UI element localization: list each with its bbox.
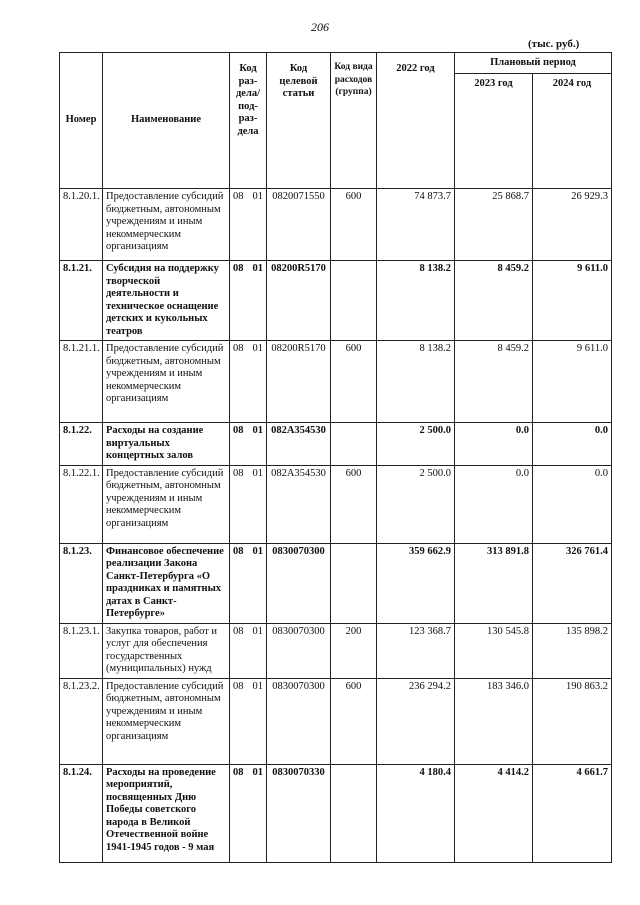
row-name: Расходы на создание виртуальных концертных залов bbox=[103, 423, 230, 466]
row-target-code: 0830070330 bbox=[267, 764, 331, 862]
row-number: 8.1.23.1. bbox=[60, 623, 103, 678]
row-value-2023: 313 891.8 bbox=[455, 543, 533, 623]
row-kind-code: 600 bbox=[331, 189, 377, 261]
row-kind-code bbox=[331, 261, 377, 341]
row-target-code: 0820071550 bbox=[267, 189, 331, 261]
row-section: 08 bbox=[233, 425, 244, 436]
row-value-2023: 8 459.2 bbox=[455, 341, 533, 423]
row-value-2022: 236 294.2 bbox=[377, 678, 455, 764]
row-value-2024: 326 761.4 bbox=[533, 543, 612, 623]
row-number: 8.1.20.1. bbox=[60, 189, 103, 261]
header-plan: Плановый период bbox=[455, 53, 612, 74]
row-value-2024: 9 611.0 bbox=[533, 261, 612, 341]
row-target-code: 082A354530 bbox=[267, 465, 331, 543]
row-value-2023: 183 346.0 bbox=[455, 678, 533, 764]
row-number: 8.1.23.2. bbox=[60, 678, 103, 764]
row-number: 8.1.21. bbox=[60, 261, 103, 341]
row-section: 08 bbox=[233, 467, 244, 479]
row-subsection: 01 bbox=[252, 191, 263, 202]
row-number: 8.1.22. bbox=[60, 423, 103, 466]
units-label: (тыс. руб.) bbox=[528, 38, 580, 50]
row-name: Предоставление субсидий бюджетным, автономным учреждениям и иным некоммерческим организациям bbox=[103, 465, 230, 543]
row-section: 08 bbox=[233, 680, 244, 692]
header-2022: 2022 год bbox=[377, 53, 455, 189]
table-row bbox=[60, 261, 612, 341]
row-value-2022: 8 138.2 bbox=[377, 341, 455, 423]
row-value-2024: 4 661.7 bbox=[533, 764, 612, 862]
row-value-2024: 9 611.0 bbox=[533, 341, 612, 423]
row-section: 08 bbox=[233, 625, 244, 637]
row-number: 8.1.23. bbox=[60, 543, 103, 623]
row-section-code bbox=[230, 764, 267, 862]
budget-table bbox=[59, 52, 612, 863]
row-section-code bbox=[230, 678, 267, 764]
row-section-code bbox=[230, 543, 267, 623]
row-section-code bbox=[230, 623, 267, 678]
row-value-2023: 0.0 bbox=[455, 423, 533, 466]
row-section-code bbox=[230, 261, 267, 341]
row-value-2022: 74 873.7 bbox=[377, 189, 455, 261]
row-kind-code bbox=[331, 543, 377, 623]
row-target-code: 08200R5170 bbox=[267, 341, 331, 423]
row-kind-code bbox=[331, 764, 377, 862]
table-row bbox=[60, 423, 612, 466]
row-subsection: 01 bbox=[252, 467, 263, 479]
table-row bbox=[60, 764, 612, 862]
row-number: 8.1.21.1. bbox=[60, 341, 103, 423]
row-value-2023: 0.0 bbox=[455, 465, 533, 543]
row-kind-code bbox=[331, 423, 377, 466]
header-2023: 2023 год bbox=[455, 74, 533, 189]
table-row bbox=[60, 543, 612, 623]
row-subsection: 01 bbox=[252, 680, 263, 692]
row-section: 08 bbox=[233, 343, 244, 354]
row-value-2024: 0.0 bbox=[533, 423, 612, 466]
row-name: Расходы на проведение мероприятий, посвященных Дню Победы советского народа в Великой Отечественной войне 1941-1945 годов - 9 мая bbox=[103, 764, 230, 862]
row-target-code: 08200R5170 bbox=[267, 261, 331, 341]
row-name: Закупка товаров, работ и услуг для обеспечения государственных (муниципальных) нужд bbox=[103, 623, 230, 678]
header-kind: Код вида расходов (группа) bbox=[331, 53, 377, 189]
row-name: Предоставление субсидий бюджетным, автономным учреждениям и иным некоммерческим организациям bbox=[103, 341, 230, 423]
row-target-code: 0830070300 bbox=[267, 678, 331, 764]
row-name: Предоставление субсидий бюджетным, автономным учреждениям и иным некоммерческим организациям bbox=[103, 189, 230, 261]
row-number: 8.1.24. bbox=[60, 764, 103, 862]
row-section: 08 bbox=[233, 766, 244, 778]
table-body bbox=[60, 189, 612, 863]
row-subsection: 01 bbox=[252, 625, 263, 637]
row-kind-code: 600 bbox=[331, 678, 377, 764]
row-value-2022: 2 500.0 bbox=[377, 423, 455, 466]
row-target-code: 0830070300 bbox=[267, 543, 331, 623]
row-section-code bbox=[230, 423, 267, 466]
row-value-2023: 130 545.8 bbox=[455, 623, 533, 678]
header-2024: 2024 год bbox=[533, 74, 612, 189]
row-value-2023: 4 414.2 bbox=[455, 764, 533, 862]
row-value-2022: 2 500.0 bbox=[377, 465, 455, 543]
header-target: Код целевой статьи bbox=[267, 53, 331, 189]
row-section: 08 bbox=[233, 545, 244, 557]
table-row bbox=[60, 623, 612, 678]
page-number: 206 bbox=[311, 20, 329, 34]
row-value-2022: 359 662.9 bbox=[377, 543, 455, 623]
row-section-code bbox=[230, 189, 267, 261]
row-value-2022: 123 368.7 bbox=[377, 623, 455, 678]
row-section-code bbox=[230, 341, 267, 423]
table-row bbox=[60, 341, 612, 423]
row-value-2023: 25 868.7 bbox=[455, 189, 533, 261]
row-target-code: 082A354530 bbox=[267, 423, 331, 466]
row-kind-code: 600 bbox=[331, 465, 377, 543]
row-kind-code: 200 bbox=[331, 623, 377, 678]
row-name: Предоставление субсидий бюджетным, автономным учреждениям и иным некоммерческим организациям bbox=[103, 678, 230, 764]
row-section-code bbox=[230, 465, 267, 543]
row-value-2024: 135 898.2 bbox=[533, 623, 612, 678]
row-value-2023: 8 459.2 bbox=[455, 261, 533, 341]
row-subsection: 01 bbox=[252, 263, 263, 274]
row-subsection: 01 bbox=[252, 545, 263, 557]
row-name: Финансовое обеспечение реализации Закона Санкт-Петербурга «О праздниках и памятных датах в Санкт-Петербурге» bbox=[103, 543, 230, 623]
row-value-2024: 190 863.2 bbox=[533, 678, 612, 764]
header-num: Номер bbox=[60, 53, 103, 189]
row-value-2022: 8 138.2 bbox=[377, 261, 455, 341]
row-section: 08 bbox=[233, 263, 244, 274]
row-name: Субсидия на поддержку творческой деятельности и техническое оснащение детских и кукольных театров bbox=[103, 261, 230, 341]
row-value-2022: 4 180.4 bbox=[377, 764, 455, 862]
row-subsection: 01 bbox=[252, 425, 263, 436]
table-row bbox=[60, 465, 612, 543]
row-value-2024: 0.0 bbox=[533, 465, 612, 543]
row-subsection: 01 bbox=[252, 343, 263, 354]
header-name: Наименование bbox=[103, 53, 230, 189]
row-number: 8.1.22.1. bbox=[60, 465, 103, 543]
row-subsection: 01 bbox=[252, 766, 263, 778]
table-row bbox=[60, 678, 612, 764]
header-section: Код раз-дела/ под-раз-дела bbox=[230, 53, 267, 189]
row-kind-code: 600 bbox=[331, 341, 377, 423]
row-value-2024: 26 929.3 bbox=[533, 189, 612, 261]
row-section: 08 bbox=[233, 191, 244, 202]
table-row bbox=[60, 189, 612, 261]
row-target-code: 0830070300 bbox=[267, 623, 331, 678]
